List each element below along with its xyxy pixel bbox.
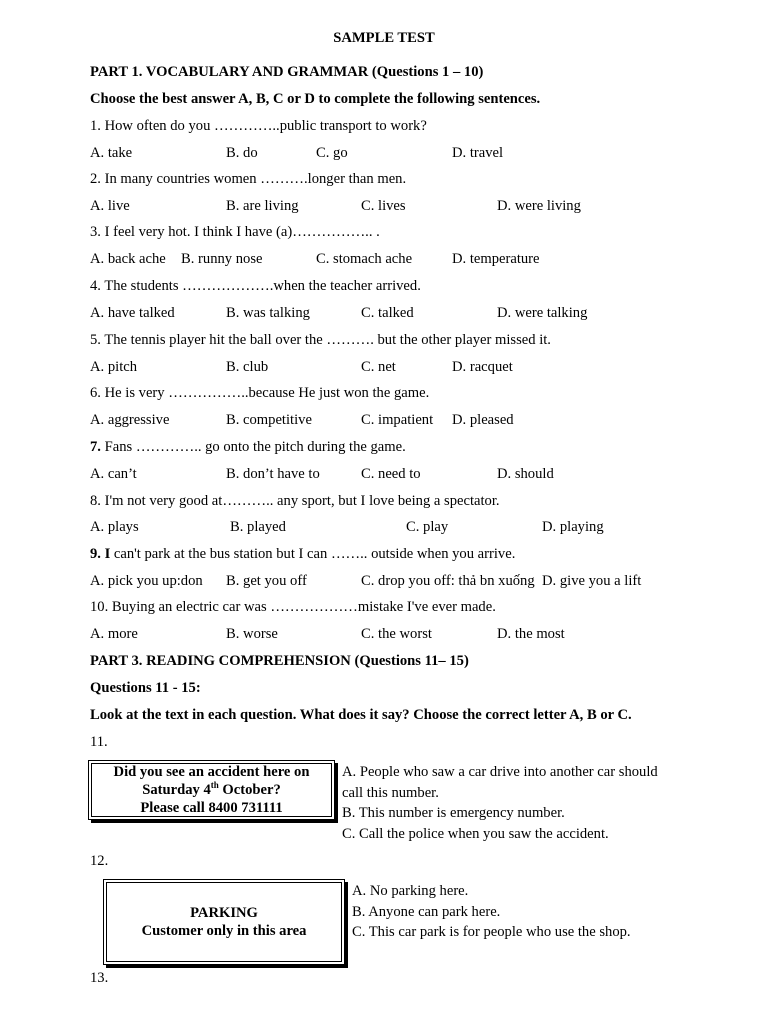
option-c[interactable]: C. talked (361, 305, 414, 321)
choice-a-continued[interactable]: call this number. (342, 784, 439, 801)
option-b[interactable]: B. competitive (226, 412, 312, 428)
sign-subtitle: Customer only in this area (141, 923, 307, 939)
question-10-stem: 10. Buying an electric car was ………………mistake I've ever made. (90, 599, 496, 615)
option-a[interactable]: A. live (90, 198, 130, 214)
part3-heading: PART 3. READING COMPREHENSION (Questions 11– 15) (90, 653, 469, 669)
question-7-options (90, 465, 690, 483)
question-12-choices (352, 881, 631, 943)
question-8-stem: 8. I'm not very good at……….. any sport, but I love being a spectator. (90, 493, 500, 509)
sign-line-2-text: Saturday 4 (142, 782, 211, 798)
part1-heading: PART 1. VOCABULARY AND GRAMMAR (Questions 1 – 10) (90, 64, 484, 80)
question-10-options (90, 625, 690, 643)
choice-b[interactable]: B. Anyone can park here. (352, 903, 501, 920)
option-a[interactable]: A. more (90, 626, 138, 642)
option-a[interactable]: A. can’t (90, 466, 137, 482)
option-b[interactable]: B. don’t have to (226, 466, 320, 482)
option-b[interactable]: B. are living (226, 198, 299, 214)
option-d[interactable]: D. should (497, 466, 554, 482)
sign-title: PARKING (190, 905, 258, 921)
option-d[interactable]: D. racquet (452, 359, 513, 375)
choice-a[interactable]: A. People who saw a car drive into another car should (342, 764, 658, 780)
question-9-options (90, 572, 690, 590)
question-9-text: can't park at the bus station but I can …….. outside when you arrive. (110, 546, 516, 562)
option-c[interactable]: C. drop you off: thả bn xuống (361, 573, 535, 589)
question-12-sign (103, 879, 345, 965)
part3-instruction: Look at the text in each question. What does it say? Choose the correct letter A, B or C. (90, 707, 632, 723)
option-d[interactable]: D. give you a lift (542, 573, 642, 589)
question-5-options (90, 358, 690, 376)
option-c[interactable]: C. net (361, 359, 396, 375)
option-d[interactable]: D. were talking (497, 305, 588, 321)
question-4-stem: 4. The students ……………….when the teacher arrived. (90, 278, 421, 294)
question-13-number: 13. (90, 970, 109, 986)
option-d[interactable]: D. temperature (452, 251, 540, 267)
option-c[interactable]: C. go (316, 145, 348, 161)
option-d[interactable]: D. pleased (452, 412, 514, 428)
choice-a[interactable]: A. No parking here. (352, 883, 469, 899)
page-title: SAMPLE TEST (333, 30, 435, 46)
question-2-stem: 2. In many countries women ……….longer than men. (90, 171, 407, 187)
option-c[interactable]: C. impatient (361, 412, 434, 428)
question-8-options (90, 518, 690, 536)
option-a[interactable]: A. aggressive (90, 412, 170, 428)
question-5-stem: 5. The tennis player hit the ball over the ………. but the other player missed it. (90, 332, 551, 348)
option-d[interactable]: D. travel (452, 145, 504, 161)
option-a[interactable]: A. pitch (90, 359, 138, 375)
question-9-stem (90, 545, 515, 563)
option-c[interactable]: C. need to (361, 466, 421, 482)
option-b[interactable]: B. played (230, 519, 286, 535)
option-b[interactable]: B. get you off (226, 573, 307, 589)
option-b[interactable]: B. was talking (226, 305, 310, 321)
option-c[interactable]: C. lives (361, 198, 406, 214)
part1-instruction: Choose the best answer A, B, C or D to complete the following sentences. (90, 91, 541, 107)
sign-line-2-sup: th (210, 780, 219, 791)
question-1-options (90, 144, 690, 162)
question-2-options (90, 197, 690, 215)
option-b[interactable]: B. do (226, 145, 258, 161)
option-a[interactable]: A. back ache (90, 251, 166, 267)
option-a[interactable]: A. pick you up:don (90, 573, 203, 589)
sign-line-2 (142, 781, 281, 799)
question-6-options (90, 411, 690, 429)
question-4-options (90, 304, 690, 322)
choice-c[interactable]: C. Call the police when you saw the accident. (342, 826, 609, 843)
question-7-stem (90, 438, 406, 456)
question-12-number: 12. (90, 853, 109, 869)
question-1-stem: 1. How often do you …………..public transport to work? (90, 118, 427, 134)
option-a[interactable]: A. have talked (90, 305, 175, 321)
choice-c[interactable]: C. This car park is for people who use the shop. (352, 924, 631, 941)
question-11-choices (342, 762, 658, 845)
question-11-sign (88, 760, 335, 820)
sign-line-2-end: October? (218, 782, 281, 798)
option-b[interactable]: B. worse (226, 626, 278, 642)
option-c[interactable]: C. stomach ache (316, 251, 413, 267)
option-a[interactable]: A. take (90, 145, 133, 161)
question-3-options (90, 250, 690, 268)
question-7-number: 7. (90, 439, 101, 455)
choice-b[interactable]: B. This number is emergency number. (342, 805, 565, 822)
option-d[interactable]: D. the most (497, 626, 565, 642)
option-d[interactable]: D. were living (497, 198, 581, 214)
question-6-stem: 6. He is very ……………..because He just won the game. (90, 385, 430, 401)
part3-subheading: Questions 11 - 15: (90, 680, 201, 696)
sign-line-3: Please call 8400 731111 (140, 800, 283, 816)
question-11-number: 11. (90, 734, 108, 750)
question-9-number: 9. I (90, 546, 111, 562)
option-b[interactable]: B. runny nose (181, 251, 263, 267)
option-b[interactable]: B. club (226, 359, 269, 375)
option-c[interactable]: C. play (406, 519, 449, 535)
question-3-stem: 3. I feel very hot. I think I have (a)…………….. . (90, 224, 380, 240)
option-d[interactable]: D. playing (542, 519, 604, 535)
question-7-text: Fans ………….. go onto the pitch during the game. (100, 439, 406, 455)
option-c[interactable]: C. the worst (361, 626, 432, 642)
option-a[interactable]: A. plays (90, 519, 139, 535)
sign-line-1: Did you see an accident here on (113, 764, 310, 780)
